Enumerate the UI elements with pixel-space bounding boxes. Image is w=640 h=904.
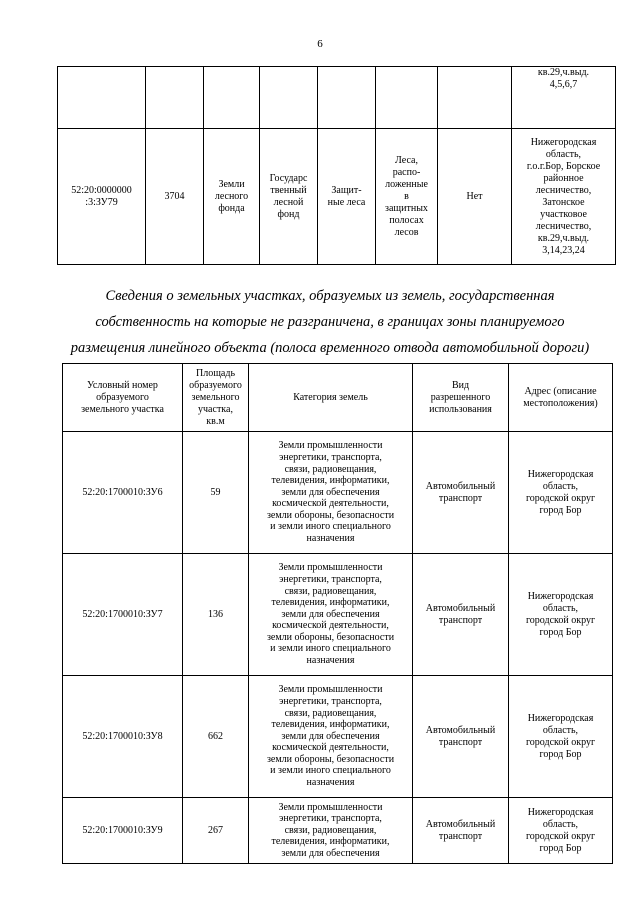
address-cell: Нижегородская область, городской округ город Бор xyxy=(509,432,613,554)
header-category: Категория земель xyxy=(249,364,413,432)
table-row xyxy=(63,676,613,798)
forest-type-cell: Леса, распо- ложенные в защитных полосах лесов xyxy=(376,129,438,265)
table-cell xyxy=(260,67,318,129)
table-row xyxy=(58,67,616,129)
table-cell xyxy=(438,67,512,129)
parcel-id-cell: 52:20:1700010:ЗУ7 xyxy=(63,554,183,676)
table-cell xyxy=(58,67,146,129)
area-cell: 59 xyxy=(183,432,249,554)
parcel-id-cell: 52:20:1700010:ЗУ6 xyxy=(63,432,183,554)
address-cell: Нижегородская область, городской округ город Бор xyxy=(509,676,613,798)
category-cell: Земли промышленности энергетики, транспорта, связи, радиовещания, телевидения, информатики, земли для обеспечения космической деятельности, земли обороны, безопасности и земли иного специального назначения xyxy=(249,676,413,798)
parcels-table xyxy=(62,363,613,864)
section-heading xyxy=(40,283,620,361)
table-cell xyxy=(146,67,204,129)
area-cell: 662 xyxy=(183,676,249,798)
category-cell: Земли промышленности энергетики, транспорта, связи, радиовещания, телевидения, информатики, земли для обеспечения космической деятельности, земли обороны, безопасности и земли иного специального назначения xyxy=(249,554,413,676)
area-cell: 136 xyxy=(183,554,249,676)
heading-line: Сведения о земельных участках, образуемых из земель, государственная xyxy=(105,288,555,304)
area-cell: 267 xyxy=(183,798,249,864)
category-cell: Земли промышленности энергетики, транспорта, связи, радиовещания, телевидения, информатики, земли для обеспечения xyxy=(249,798,413,864)
use-cell: Автомобильный транспорт xyxy=(413,676,509,798)
parcel-id-cell: 52:20:1700010:ЗУ8 xyxy=(63,676,183,798)
table-header-row xyxy=(63,364,613,432)
address-cell: Нижегородская область, городской округ город Бор xyxy=(509,798,613,864)
table-row xyxy=(63,798,613,864)
purpose-cell: Защит- ные леса xyxy=(318,129,376,265)
table-row xyxy=(63,432,613,554)
table-cell xyxy=(204,67,260,129)
area-cell: 3704 xyxy=(146,129,204,265)
address-cell: Нижегородская область, городской округ город Бор xyxy=(509,554,613,676)
header-area: Площадь образуемого земельного участка, кв.м xyxy=(183,364,249,432)
table-row xyxy=(58,129,616,265)
address-cell: кв.29,ч.выд. 4,5,6,7 xyxy=(512,67,616,129)
use-cell: Автомобильный транспорт xyxy=(413,798,509,864)
use-cell: Автомобильный транспорт xyxy=(413,432,509,554)
table-cell xyxy=(376,67,438,129)
category-cell: Земли промышленности энергетики, транспорта, связи, радиовещания, телевидения, информатики, земли для обеспечения космической деятельности, земли обороны, безопасности и земли иного специального назначения xyxy=(249,432,413,554)
heading-line: собственность на которые не разграничена, в границах зоны планируемого xyxy=(95,314,565,330)
land-category-cell: Земли лесного фонда xyxy=(204,129,260,265)
encumbrance-cell: Нет xyxy=(438,129,512,265)
forest-land-table xyxy=(57,66,616,265)
header-id: Условный номер образуемого земельного участка xyxy=(63,364,183,432)
use-cell: Автомобильный транспорт xyxy=(413,554,509,676)
table-row xyxy=(63,554,613,676)
table-cell xyxy=(318,67,376,129)
page-number: 6 xyxy=(317,38,323,50)
parcel-id-cell: 52:20:0000000 :3:ЗУ79 xyxy=(58,129,146,265)
address-cell: Нижегородская область, г.о.г.Бор, Борское районное лесничество, Затонское участковое лесничество, кв.29,ч.выд. 3,14,23,24 xyxy=(512,129,616,265)
header-address: Адрес (описание местоположения) xyxy=(509,364,613,432)
heading-line: размещения линейного объекта (полоса временного отвода автомобильной дороги) xyxy=(70,340,590,356)
parcel-id-cell: 52:20:1700010:ЗУ9 xyxy=(63,798,183,864)
ownership-cell: Государс твенный лесной фонд xyxy=(260,129,318,265)
header-use: Вид разрешенного использования xyxy=(413,364,509,432)
